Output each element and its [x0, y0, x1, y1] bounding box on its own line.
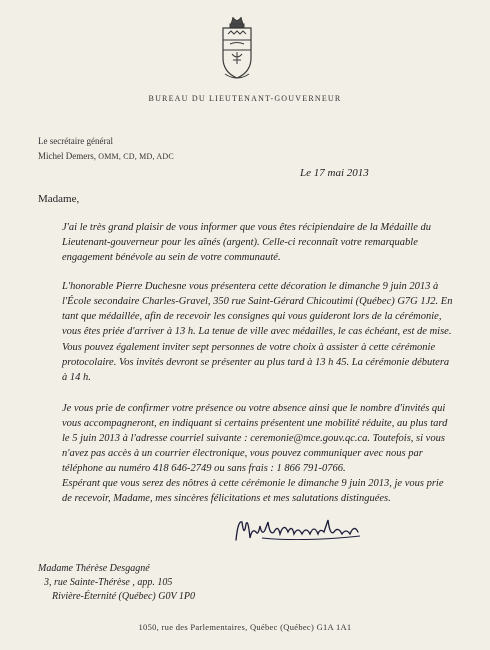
sender-name: Michel Demers,	[38, 151, 96, 161]
sender-title: Le secrétaire général	[38, 136, 113, 146]
salutation: Madame,	[38, 193, 80, 205]
letter-date: Le 17 mai 2013	[300, 167, 369, 179]
sender-block	[38, 134, 174, 164]
footer-address: 1050, rue des Parlementaires, Québec (Québec) G1A 1A1	[138, 622, 352, 632]
sender-name-line	[38, 149, 174, 164]
body-paragraph-3: Vous pouvez également inviter sept personnes de votre choix à assister à cette cérémonie protocolaire. Vos invités devront se présenter au plus tard à 13 h 45. La cérémonie débutera à 14 h.	[62, 342, 450, 383]
recipient-city: Rivière-Éternité (Québec) G0V 1P0	[52, 591, 195, 602]
body-paragraph-5: Espérant que vous serez des nôtres à cette cérémonie le dimanche 9 juin 2013, je vous prie de recevoir, Madame, mes sincères félicitations et mes salutations distinguées.	[62, 478, 444, 504]
sender-postnominals: OMM, CD, MD, ADC	[98, 152, 174, 161]
office-title: BUREAU DU LIEUTENANT-GOUVERNEUR	[148, 94, 342, 103]
quebec-coat-of-arms-icon	[214, 14, 260, 86]
body-paragraph-1: J'ai le très grand plaisir de vous informer que vous êtes récipiendaire de la Médaille du Lieutenant-gouverneur pour les aînés (argent). Celle-ci reconnaît votre remarquable engagement bénévole au sein de votre communauté.	[62, 222, 431, 263]
recipient-street: 3, rue Sainte-Thérèse , app. 105	[44, 577, 173, 588]
body-paragraph-4: Je vous prie de confirmer votre présence ou votre absence ainsi que le nombre d'invités qui vous accompagneront, en indiquant si certains présentent une mobilité réduite, au plus tard le 5 juin 2013 à l'adresse courriel suivante : ceremonie@mce.gouv.qc.ca. Toutefois, si vous n'avez pas accès à un courrier électronique, vous pouvez communiquer avec nous par téléphone au numéro 418 646-2749 ou sans frais : 1 866 791-0766.	[62, 403, 448, 474]
recipient-address	[38, 562, 195, 604]
handwritten-signature	[232, 514, 368, 546]
recipient-name: Madame Thérèse Desgagné	[38, 563, 150, 574]
body-paragraph-2: L'honorable Pierre Duchesne vous présentera cette décoration le dimanche 9 juin 2013 à l'École secondaire Charles-Gravel, 350 rue Saint-Gérard Chicoutimi (Québec) G7G 1J2. En tant que médaillée, afin de recevoir les consignes qui vous guideront lors de la cérémonie, vous êtes priée d'arriver à 13 h. La tenue de ville avec médailles, le cas échéant, est de mise.	[62, 281, 453, 337]
